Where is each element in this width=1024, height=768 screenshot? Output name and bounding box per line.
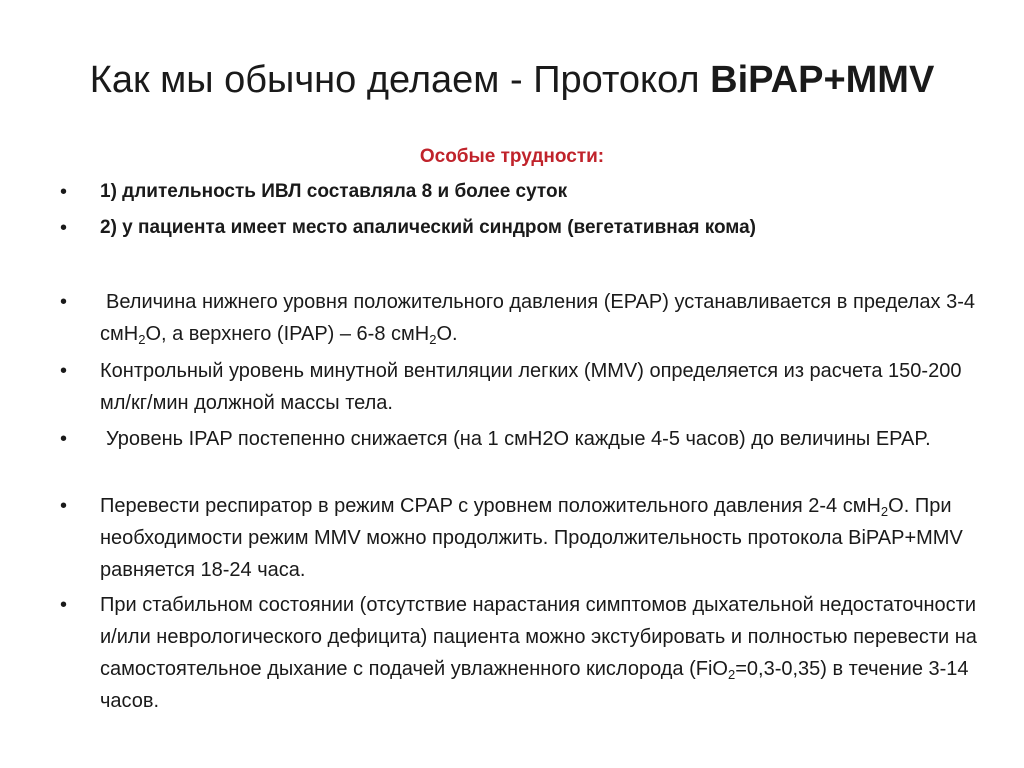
- point-epap-text: Величина нижнего уровня положительного давления (EPAP) устанавливается в пределах 3-4 смН$_2$О, а верхнего (IPAP) – 6-8 смН$_2$О.: [100, 291, 976, 347]
- difficulty-item-2: [60, 212, 980, 244]
- bullet-icon: •: [60, 360, 68, 382]
- point-mmv: [60, 355, 980, 419]
- bullet-icon: •: [60, 428, 68, 450]
- difficulty-text-1: 1) длительность ИВЛ составляла 8 и более суток: [100, 181, 568, 202]
- slide-title-plain: Как мы обычно делаем - Протокол: [89, 59, 711, 101]
- bullet-icon: •: [60, 217, 68, 239]
- point-extubation: [60, 589, 980, 717]
- slide-title-bold: BiPAP+MMV: [710, 59, 935, 101]
- point-cpap: [60, 490, 980, 586]
- difficulty-item-1: [60, 176, 980, 208]
- point-extubation-text: При стабильном состоянии (отсутствие нарастания симптомов дыхательной недостаточности и/или неврологического дефицита) пациента можно экстубировать и полностью перевести на самостоятельное дыхание с подачей увлажненного кислорода (FiO$_2$=0,3-0,35) в течение 3-14 часов.: [100, 594, 977, 712]
- difficulties-heading: Особые трудности:: [419, 146, 605, 167]
- bullet-icon: •: [60, 594, 68, 616]
- difficulty-text-2: 2) у пациента имеет место апалический синдром (вегетативная кома): [100, 217, 757, 238]
- point-cpap-text: Перевести респиратор в режим CPAP с уровнем положительного давления 2-4 смН$_2$О. При необходимости режим MMV можно продолжить. Продолжительность протокола BiPAP+MMV равняется 18-24 часа.: [100, 495, 963, 581]
- bullet-icon: •: [60, 291, 68, 313]
- point-epap: [60, 286, 980, 350]
- bullet-icon: •: [60, 495, 68, 517]
- point-ipap-text: Уровень IPAP постепенно снижается (на 1 смН2О каждые 4-5 часов) до величины EPAP.: [106, 428, 931, 450]
- bullet-icon: •: [60, 181, 68, 203]
- point-mmv-text: Контрольный уровень минутной вентиляции легких (MMV) определяется из расчета 150-200 мл/кг/мин должной массы тела.: [100, 360, 962, 414]
- point-ipap: [60, 423, 980, 455]
- slide-title: [0, 50, 1024, 110]
